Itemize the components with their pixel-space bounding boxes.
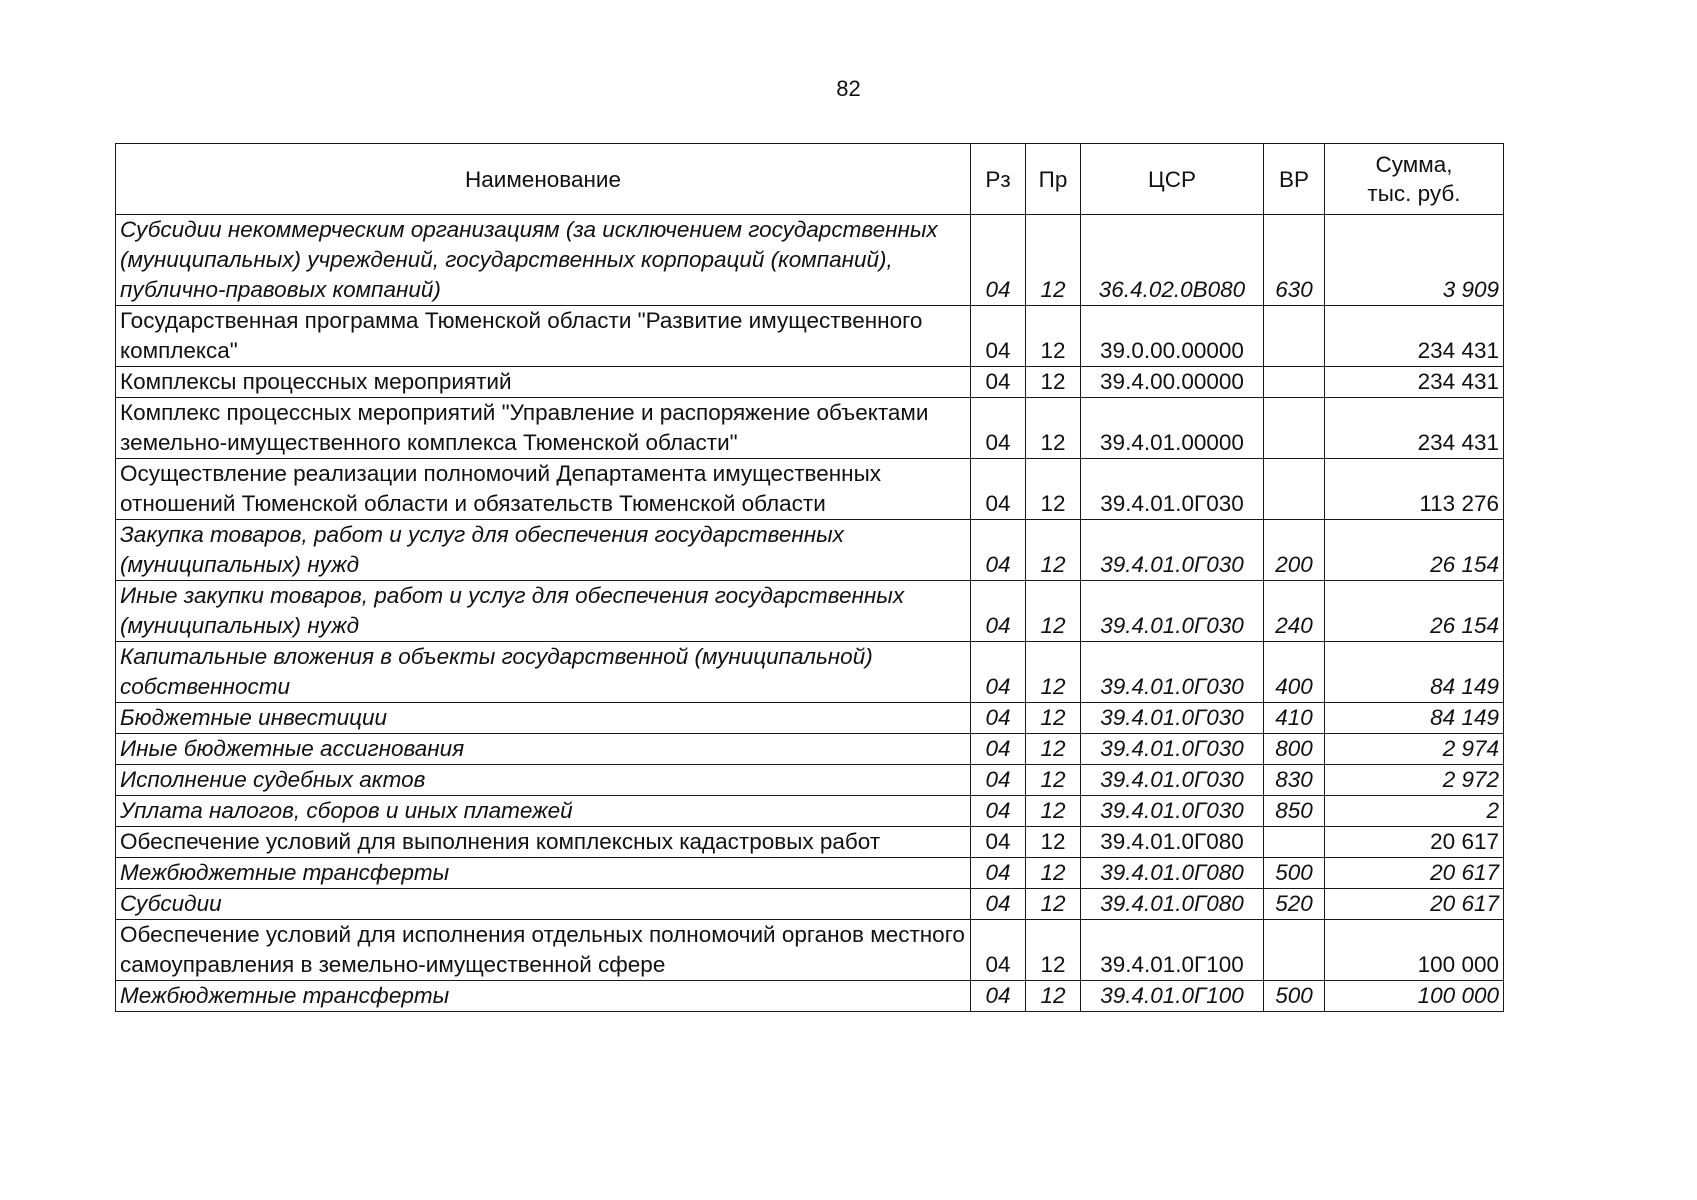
cell-pr: 12 [1026,858,1081,889]
cell-vr: 400 [1264,642,1325,703]
cell-pr: 12 [1026,889,1081,920]
table-row [116,459,1504,520]
cell-sum: 26 154 [1325,520,1504,581]
cell-csr: 39.4.01.0Г080 [1081,889,1264,920]
cell-csr: 39.4.01.0Г080 [1081,827,1264,858]
cell-sum: 2 974 [1325,734,1504,765]
cell-vr [1264,459,1325,520]
header-sum [1325,144,1504,215]
cell-name: Бюджетные инвестиции [116,703,971,734]
cell-name: Межбюджетные трансферты [116,981,971,1012]
table-row [116,215,1504,306]
cell-pr: 12 [1026,734,1081,765]
cell-pr: 12 [1026,765,1081,796]
cell-rz: 04 [971,642,1026,703]
budget-table [115,143,1504,1012]
cell-name: Государственная программа Тюменской области "Развитие имущественного комплекса" [116,306,971,367]
cell-sum: 20 617 [1325,858,1504,889]
cell-sum: 100 000 [1325,920,1504,981]
cell-csr: 39.4.01.0Г030 [1081,642,1264,703]
cell-name: Обеспечение условий для исполнения отдельных полномочий органов местного самоуправления в земельно-имущественной сфере [116,920,971,981]
cell-pr: 12 [1026,306,1081,367]
cell-csr: 39.4.01.0Г030 [1081,796,1264,827]
table-row [116,367,1504,398]
cell-pr: 12 [1026,520,1081,581]
table-row [116,981,1504,1012]
cell-sum: 20 617 [1325,889,1504,920]
header-pr: Пр [1026,144,1081,215]
cell-sum: 84 149 [1325,642,1504,703]
cell-rz: 04 [971,581,1026,642]
cell-sum: 2 [1325,796,1504,827]
table-header-row [116,144,1504,215]
table-row [116,858,1504,889]
table-row [116,796,1504,827]
table-row [116,827,1504,858]
cell-rz: 04 [971,889,1026,920]
cell-name: Капитальные вложения в объекты государственной (муниципальной) собственности [116,642,971,703]
cell-vr: 830 [1264,765,1325,796]
cell-vr: 800 [1264,734,1325,765]
cell-pr: 12 [1026,981,1081,1012]
cell-pr: 12 [1026,827,1081,858]
cell-csr: 39.0.00.00000 [1081,306,1264,367]
cell-pr: 12 [1026,642,1081,703]
cell-rz: 04 [971,796,1026,827]
cell-sum: 3 909 [1325,215,1504,306]
cell-sum: 234 431 [1325,367,1504,398]
cell-csr: 39.4.01.0Г030 [1081,703,1264,734]
cell-sum: 100 000 [1325,981,1504,1012]
header-rz: Рз [971,144,1026,215]
cell-pr: 12 [1026,796,1081,827]
cell-pr: 12 [1026,398,1081,459]
header-sum-line1: Сумма, [1375,152,1453,177]
table-row [116,889,1504,920]
cell-vr: 630 [1264,215,1325,306]
cell-csr: 39.4.01.0Г100 [1081,981,1264,1012]
cell-sum: 234 431 [1325,398,1504,459]
cell-name: Межбюджетные трансферты [116,858,971,889]
cell-vr [1264,398,1325,459]
cell-vr: 240 [1264,581,1325,642]
header-sum-line2: тыс. руб. [1367,181,1461,206]
cell-sum: 113 276 [1325,459,1504,520]
cell-rz: 04 [971,858,1026,889]
table-row [116,765,1504,796]
cell-csr: 39.4.01.0Г030 [1081,520,1264,581]
cell-rz: 04 [971,703,1026,734]
cell-name: Иные закупки товаров, работ и услуг для обеспечения государственных (муниципальных) нужд [116,581,971,642]
cell-vr [1264,306,1325,367]
cell-name: Осуществление реализации полномочий Департамента имущественных отношений Тюменской области и обязательств Тюменской области [116,459,971,520]
cell-sum: 84 149 [1325,703,1504,734]
cell-vr: 520 [1264,889,1325,920]
cell-vr: 500 [1264,981,1325,1012]
header-vr: ВР [1264,144,1325,215]
cell-vr: 200 [1264,520,1325,581]
cell-rz: 04 [971,367,1026,398]
cell-rz: 04 [971,215,1026,306]
page-number: 82 [836,76,861,101]
cell-pr: 12 [1026,459,1081,520]
cell-vr [1264,920,1325,981]
cell-name: Субсидии [116,889,971,920]
table-row [116,520,1504,581]
cell-sum: 20 617 [1325,827,1504,858]
cell-rz: 04 [971,827,1026,858]
cell-name: Комплексы процессных мероприятий [116,367,971,398]
cell-sum: 234 431 [1325,306,1504,367]
cell-csr: 39.4.01.0Г030 [1081,459,1264,520]
cell-rz: 04 [971,520,1026,581]
cell-csr: 39.4.01.0Г030 [1081,765,1264,796]
cell-name: Закупка товаров, работ и услуг для обеспечения государственных (муниципальных) нужд [116,520,971,581]
table-row [116,703,1504,734]
cell-vr: 850 [1264,796,1325,827]
cell-pr: 12 [1026,703,1081,734]
cell-vr: 500 [1264,858,1325,889]
cell-name: Обеспечение условий для выполнения комплексных кадастровых работ [116,827,971,858]
table-row [116,398,1504,459]
table-row [116,306,1504,367]
cell-sum: 26 154 [1325,581,1504,642]
cell-pr: 12 [1026,581,1081,642]
cell-rz: 04 [971,920,1026,981]
cell-rz: 04 [971,398,1026,459]
cell-vr [1264,367,1325,398]
cell-name: Исполнение судебных актов [116,765,971,796]
table-row [116,581,1504,642]
cell-csr: 36.4.02.0В080 [1081,215,1264,306]
cell-name: Субсидии некоммерческим организациям (за исключением государственных (муниципальных) учреждений, государственных корпораций (компаний), публично-правовых компаний) [116,215,971,306]
table-row [116,642,1504,703]
header-name: Наименование [116,144,971,215]
cell-pr: 12 [1026,367,1081,398]
cell-name: Иные бюджетные ассигнования [116,734,971,765]
cell-csr: 39.4.00.00000 [1081,367,1264,398]
cell-name: Уплата налогов, сборов и иных платежей [116,796,971,827]
cell-csr: 39.4.01.0Г080 [1081,858,1264,889]
cell-csr: 39.4.01.0Г100 [1081,920,1264,981]
header-csr: ЦСР [1081,144,1264,215]
cell-rz: 04 [971,734,1026,765]
cell-sum: 2 972 [1325,765,1504,796]
cell-rz: 04 [971,981,1026,1012]
table-row [116,734,1504,765]
cell-csr: 39.4.01.0Г030 [1081,581,1264,642]
cell-pr: 12 [1026,215,1081,306]
cell-rz: 04 [971,765,1026,796]
table-row [116,920,1504,981]
cell-name: Комплекс процессных мероприятий "Управление и распоряжение объектами земельно-имущественного комплекса Тюменской области" [116,398,971,459]
cell-rz: 04 [971,306,1026,367]
cell-pr: 12 [1026,920,1081,981]
cell-vr: 410 [1264,703,1325,734]
cell-csr: 39.4.01.0Г030 [1081,734,1264,765]
cell-csr: 39.4.01.00000 [1081,398,1264,459]
cell-vr [1264,827,1325,858]
cell-rz: 04 [971,459,1026,520]
